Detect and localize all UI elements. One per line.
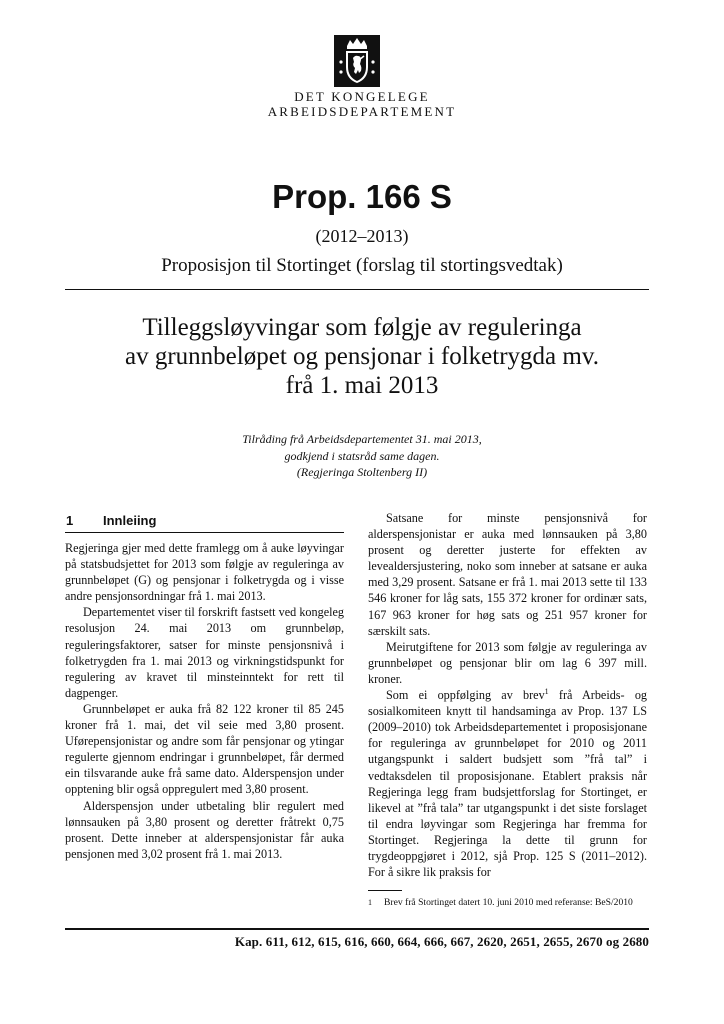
- paragraph-text-start: Som ei oppfølging av brev: [386, 688, 545, 703]
- paragraph: Departementet viser til forskrift fastsett ved kongeleg resolusjon 24. mai 2013 om grunnbeløp, reguleringsfaktorer, satser for minste pensjonsnivå i folketrygden fra 1. mai 2013 og virkningstidspunkt for regulering av kravet til minsteinntekt for rett til dagpenger.: [65, 605, 344, 700]
- top-divider: [65, 289, 649, 290]
- footnote-reference[interactable]: 1: [544, 686, 549, 696]
- main-title-line3: frå 1. mai 2013: [285, 372, 439, 399]
- paragraph-text-rest: frå Arbeids- og sosialkomiteen knytt til handsaminga av Prop. 137 LS (2009–2010) tok Arbeidsdepartementet i proposisjonane for reguleringa av grunnbeløpet for 2010 og 2011 utgangspunkt i saldert budsjett som ”frå tal” i vedtaksdelen til proposisjonane. Etablert praksis når Regjeringa legg fram budsjettforslag for Stortinget, er likevel at ”frå tala” tar utgangspunkt i det siste forslaget til endra løyvingar som Regjeringa har fremma for Stortinget. Regjeringa la dette til grunn for trygdeoppgjøret i 2012, sjå Prop. 125 S (2011–2012). For å sikre lik praksis for: [368, 688, 648, 880]
- footnote-divider: [368, 890, 402, 891]
- paragraph: Regjeringa gjer med dette framlegg om å auke løyvingar på statsbudsjettet for 2013 som følgje av reguleringa av grunnbeløpet (G) og pensjonar i folketrygda og i visse andre pensjonsordningar frå 1. mai 2013.: [65, 541, 344, 604]
- recommendation-line2: godkjend i statsråd same dagen.: [284, 449, 440, 463]
- main-title-line1: Tilleggsløyvingar som følgje av reguleringa: [142, 314, 582, 341]
- paragraph: Grunnbeløpet er auka frå 82 122 kroner til 85 245 kroner frå 1. mai, det vil seie med 3,80 prosent. Uførepensjonistar og andre som får pensjonar og ytingar regulerte gjennom endringar i grunnbeløpet, får dermed ein tilsvarande auke frå same dato. Alderspensjon under opptening blir også oppregulert med 3,80 prosent.: [65, 701, 344, 797]
- recommendation-line1: Tilråding frå Arbeidsdepartementet 31. mai 2013,: [242, 432, 482, 446]
- paragraph: [368, 687, 647, 880]
- proposition-number: Prop. 166 S: [272, 178, 452, 215]
- paragraph: Meirutgiftene for 2013 som følgje av reguleringa av grunnbeløpet og pensjonar blir om lag 6 397 mill. kroner.: [368, 639, 647, 686]
- bottom-divider: [65, 928, 649, 930]
- norwegian-royal-coat-of-arms-icon: [333, 34, 381, 88]
- department-name-line1: DET KONGELEGE: [294, 89, 430, 104]
- left-column: [65, 540, 344, 862]
- main-title-line2: av grunnbeløpet og pensjonar i folketrygda mv.: [125, 343, 599, 370]
- chapter-list: Kap. 611, 612, 615, 616, 660, 664, 666, 667, 2620, 2651, 2655, 2670 og 2680: [234, 934, 649, 949]
- right-column: [368, 510, 647, 880]
- paragraph: Alderspensjon under utbetaling blir regulert med lønnsauken på 3,80 prosent og deretter fråtrekt 0,75 prosent. Dette inneber at alderspensjonistar får auka pensjonen med 3,02 prosent frå 1. mai 2013.: [65, 798, 344, 861]
- footnote: [368, 897, 649, 910]
- section-divider: [65, 532, 344, 533]
- department-name-line2: ARBEIDSDEPARTEMENT: [267, 104, 457, 119]
- section-number: 1: [66, 513, 74, 528]
- document-subtitle: Proposisjon til Stortinget (forslag til stortingsvedtak): [161, 255, 563, 276]
- footnote-text: Brev frå Stortinget datert 10. juni 2010 med referanse: BeS/2010: [384, 897, 633, 908]
- recommendation-line3: (Regjeringa Stoltenberg II): [296, 465, 428, 479]
- session-years: (2012–2013): [315, 226, 409, 246]
- footnote-number: 1: [368, 898, 372, 907]
- section-heading: Innleiing: [103, 513, 157, 528]
- paragraph: Satsane for minste pensjonsnivå for alderspensjonistar er auka med lønnsauken på 3,80 prosent og deretter justerte for effekten av levealdersjustering, noko som inneber at satsane er auka med 3,29 prosent. Satsane er frå 1. mai 2013 sette til 133 546 kroner for låg sats, 155 372 kroner for ordinær sats, 167 963 kroner for høg sats og 251 957 kroner for særskilt sats.: [368, 511, 647, 638]
